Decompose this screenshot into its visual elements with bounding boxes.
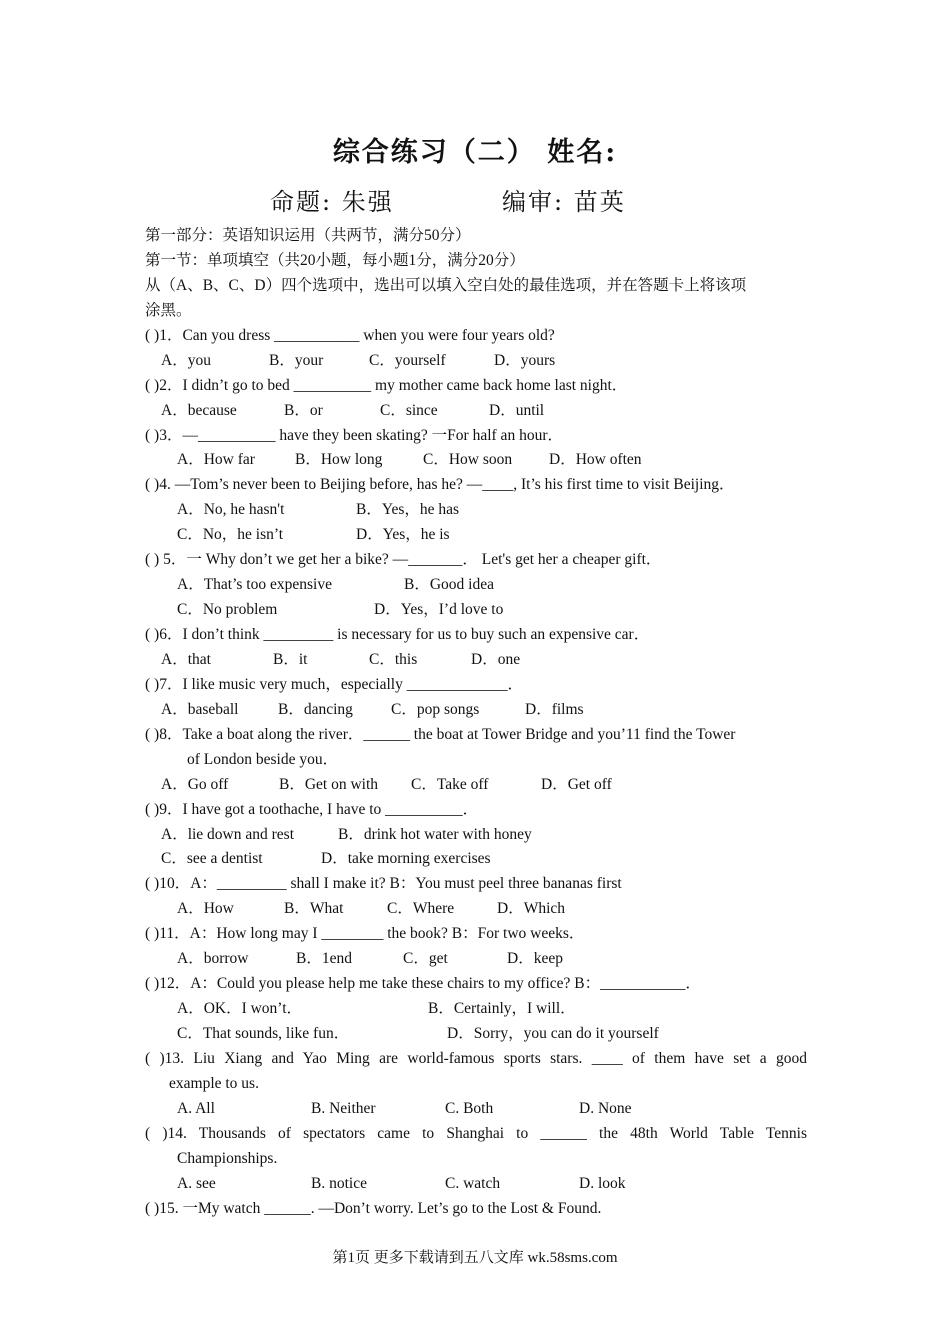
option-a: A．That’s too expensive [177,576,332,594]
instruction-line: 涂黑。 [145,301,192,319]
question-stem: ( ) 5．一 Why don’t we get her a bike? —_______． Let's get her a cheaper gift． [145,551,662,569]
option-row [145,523,807,548]
option-a: A．because [161,401,237,419]
option-c: C．How soon [423,451,513,469]
option-c: C．pop songs [391,700,480,718]
option-row [145,773,807,798]
question-stem: ( )13. Liu Xiang and Yao Ming are world-famous sports stars. ____ of them have set a good [145,1049,807,1067]
option-row [145,997,807,1022]
question-stem: ( )7．I like music very much，especially _____________． [145,675,523,693]
option-b: B．Certainly，I will． [428,1000,576,1018]
option-b: B．Yes，he has [356,501,460,519]
option-d: D．take morning exercises [321,850,491,868]
part-heading: 第一部分：英语知识运用（共两节，满分50分） [145,227,471,244]
option-c: C. watch [445,1174,501,1192]
option-a: A．Go off [161,775,229,793]
option-c: C．get [403,950,448,968]
option-c: C．yourself [369,351,446,369]
option-a: A．How far [177,451,255,469]
option-row [145,823,807,848]
option-row [145,648,807,673]
option-c: C．see a dentist [161,850,263,868]
option-b: B．How long [295,451,383,469]
question-stem: ( )14. Thousands of spectators came to Shanghai to ______ the 48th World Table Tennis [145,1124,807,1142]
option-a: A. All [177,1099,215,1117]
option-d: D．yours [494,351,556,369]
option-d: D．until [489,401,545,419]
option-b: B．or [284,401,323,419]
option-a: A．baseball [161,700,239,718]
option-b: B．Good idea [404,576,494,594]
question-stem: ( )12．A：Could you please help me take these chairs to my office? B：___________． [145,975,701,993]
question-stem: ( )4. —Tom’s never been to Beijing before, has he? —____, It’s his first time to visit Beijing． [145,476,735,494]
author-name: 命题: 朱强 [270,188,394,216]
option-a: A．No, he hasn't [177,501,285,519]
option-row [145,598,807,623]
option-a: A．borrow [177,950,249,968]
option-b: B．it [273,650,308,668]
option-a: A．How [177,900,234,918]
option-a: A. see [177,1174,216,1192]
question-stem: ( )15. 一My watch ______. —Don’t worry. Let’s go to the Lost & Found. [145,1199,602,1217]
option-d: D．Yes，he is [356,526,450,544]
exercise-body [145,224,807,1222]
option-row [145,573,807,598]
section-heading: 第一节：单项填空（共20小题，每小题1分，满分20分） [145,251,525,269]
option-d: D．Get off [541,775,612,793]
option-row [145,349,807,374]
question-stem-continued: of London beside you． [187,750,339,768]
option-c: C．Where [387,900,455,918]
question-stem: ( )6．I don’t think _________ is necessary for us to buy such an expensive car． [145,626,650,643]
reviewer-name: 编审: 苗英 [502,188,626,216]
option-c: C．That sounds, like fun． [177,1025,350,1042]
option-row [145,847,807,872]
option-row [145,448,807,473]
question-stem: ( )2．I didn’t go to bed __________ my mother came back home last night． [145,376,628,394]
question-stem: ( )3．—__________ have they been skating? 一For half an hour． [145,426,563,444]
option-c: C．this [369,650,418,668]
page-footer: 第1页 更多下载请到五八文库 wk.58sms.com [332,1250,618,1266]
option-row [145,399,807,424]
option-a: A．lie down and rest [161,825,295,843]
option-d: D．Yes，I’d love to [374,601,504,619]
option-d: D．How often [549,451,642,469]
option-row [145,1022,807,1047]
option-c: C．No，he isn’t [177,526,284,544]
option-b: B．What [284,900,344,918]
option-row [145,1097,807,1122]
question-stem: ( )1．Can you dress ___________ when you were four years old? [145,326,555,344]
option-c: C．No problem [177,601,278,619]
question-stem: ( )10．A：_________ shall I make it? B：You must peel three bananas first [145,875,622,893]
option-d: D．films [525,700,584,718]
option-b: B．dancing [278,700,353,718]
option-c: C. Both [445,1099,494,1117]
option-b: B．drink hot water with honey [338,825,532,843]
question-stem: ( )8．Take a boat along the river．______ the boat at Tower Bridge and you’11 find the Tower [145,725,736,743]
question-stem: ( )9．I have got a toothache, I have to __________． [145,800,479,818]
option-a: A．that [161,650,211,668]
option-d: D．one [471,650,521,668]
question-stem: ( )11．A：How long may I ________ the book? B：For two weeks． [145,925,585,943]
author-line [270,182,690,217]
question-stem-continued: example to us. [169,1074,259,1092]
option-row [145,1172,807,1197]
option-a: A．you [161,351,211,369]
option-d: D．Which [497,900,566,918]
option-row [145,698,807,723]
option-a: A．OK．I won’t． [177,1000,302,1018]
instruction-line: 从（A、B、C、D）四个选项中，选出可以填入空白处的最佳选项，并在答题卡上将该项 [145,276,747,294]
option-row [145,947,807,972]
question-stem-continued: Championships. [177,1149,278,1167]
option-b: B．your [269,351,324,369]
option-b: B．1end [296,950,352,968]
option-d: D. look [579,1174,626,1192]
page-title: 综合练习（二） 姓名: [332,137,618,168]
option-d: D．Sorry，you can do it yourself [447,1025,659,1042]
option-b: B．Get on with [279,775,379,793]
option-c: C．Take off [411,775,489,793]
option-d: D. None [579,1099,632,1117]
option-row [145,897,807,922]
option-d: D．keep [507,950,563,968]
option-b: B. notice [311,1174,367,1192]
option-c: C．since [380,401,438,419]
option-row [145,498,807,523]
option-b: B. Neither [311,1099,376,1117]
